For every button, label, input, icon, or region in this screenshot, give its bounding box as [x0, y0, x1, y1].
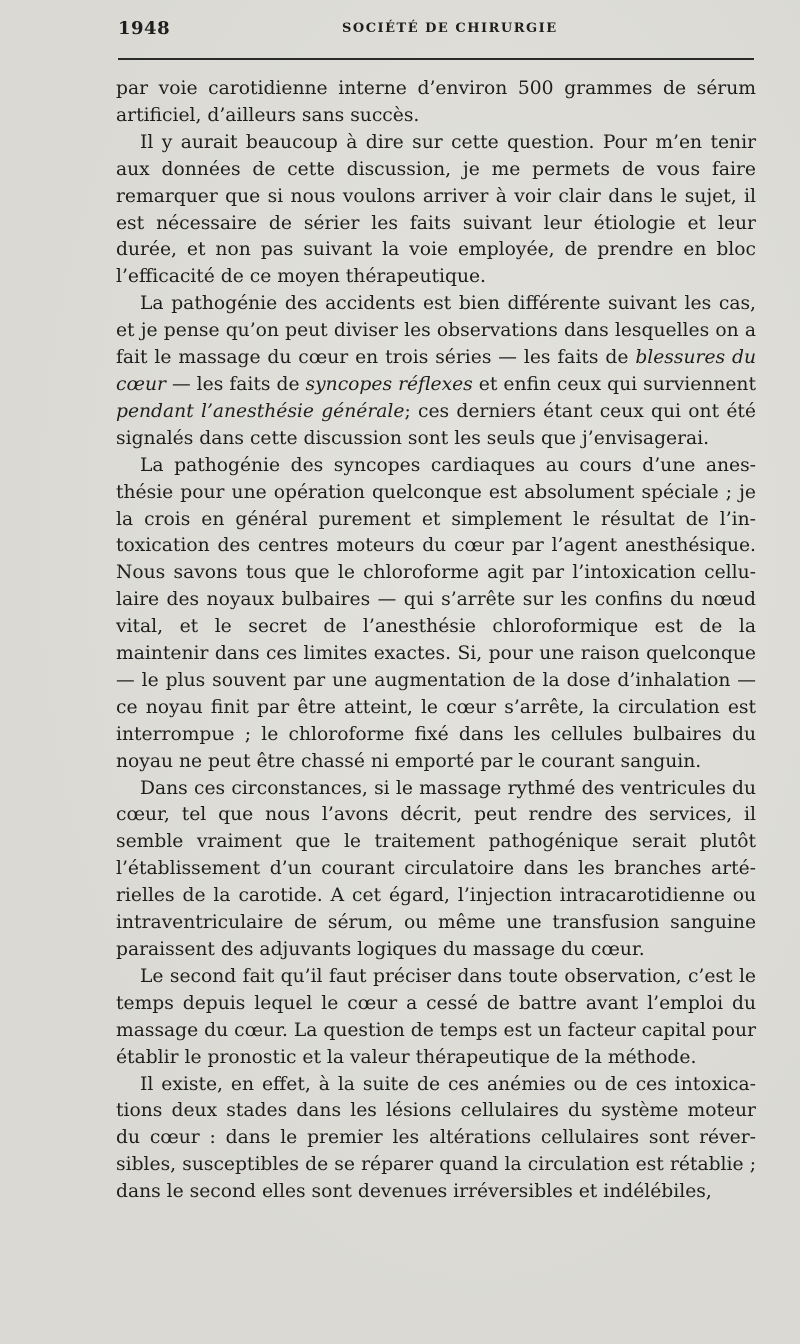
paragraph [116, 964, 756, 1072]
text-run: Dans ces circonstances, si le massage rythmé des ventricules du cœur, tel que nous l’avons décrit, peut rendre des services, il semble vraiment que le traitement pathogénique serait plutôt l’établissement d’un courant circulatoire dans les branches artérielles de la carotide. A cet égard, l’injection intracarotidienne ou intraventriculaire de sérum, ou même une transfusion sanguine paraissent des adjuvants logiques du massage du cœur. [116, 777, 756, 960]
page-number: 1948 [118, 18, 171, 39]
page-header [118, 18, 754, 46]
text-run: Il y aurait beaucoup à dire sur cette question. Pour m’en tenir aux données de cette discussion, je me permets de vous faire remarquer que si nous voulons arriver à voir clair dans le sujet, il est nécessaire de sérier les faits suivant leur étiologie et leur durée, et non pas suivant la voie employée, de prendre en bloc l’efficacité de ce moyen thérapeutique. [116, 131, 756, 288]
text-run: et enfin ceux qui surviennent [472, 373, 756, 395]
text-run: La pathogénie des accidents est bien différente suivant les cas, et je pense qu’on peut diviser les observations dans lesquelles on a fait le massage du cœur en trois séries — les faits de [116, 293, 756, 369]
text-run: — les faits de [165, 373, 306, 395]
italic-text: blessures du cœur [116, 347, 756, 395]
text-run: par voie carotidienne interne d’environ 500 grammes de sérum artificiel, d’ailleurs sans succès. [116, 78, 756, 126]
body-text [116, 76, 756, 1206]
paragraph [116, 776, 756, 964]
paragraph [116, 291, 756, 452]
paragraph [116, 130, 756, 291]
paragraph [116, 1072, 756, 1207]
italic-text: syncopes réflexes [305, 373, 473, 395]
paragraph [116, 453, 756, 776]
text-run: Il existe, en effet, à la suite de ces anémies ou de ces intoxications deux stades dans les lésions cellulaires du système moteur du cœur : dans le premier les altérations cellulaires sont réversibles, susceptibles de se réparer quand la circulation est rétablie ; dans le second elles sont devenues irréversibles et indélébiles, [116, 1073, 756, 1203]
text-run: La pathogénie des syncopes cardiaques au cours d’une anesthésie pour une opération quelconque est absolument spéciale ; je la crois en général purement et simplement le résultat de l’intoxication des centres moteurs du cœur par l’agent anesthésique. Nous savons tous que le chloroforme agit par l’intoxication cellulaire des noyaux bulbaires — qui s’arrête sur les confins du nœud vital, et le secret de l’anesthésie chloroformique est de la maintenir dans ces limites exactes. Si, pour une raison quelconque — le plus souvent par une augmentation de la dose d’inhalation — ce noyau finit par être atteint, le cœur s’arrête, la circulation est interrompue ; le chloroforme fixé dans les cellules bulbaires du noyau ne peut être chassé ni emporté par le courant sanguin. [116, 454, 756, 772]
running-head: SOCIÉTÉ DE CHIRURGIE [342, 21, 558, 36]
italic-text: pendant l’anesthésie générale [116, 400, 405, 422]
paragraph [116, 76, 756, 130]
header-rule [118, 58, 754, 60]
text-run: ; ces derniers étant ceux qui ont été signalés dans cette discussion sont les seuls que j’envisagerai. [116, 400, 756, 449]
text-run: Le second fait qu’il faut préciser dans toute observation, c’est le temps depuis lequel le cœur a cessé de battre avant l’emploi du massage du cœur. La question de temps est un facteur capital pour établir le pronostic et la valeur thérapeutique de la méthode. [116, 965, 756, 1068]
